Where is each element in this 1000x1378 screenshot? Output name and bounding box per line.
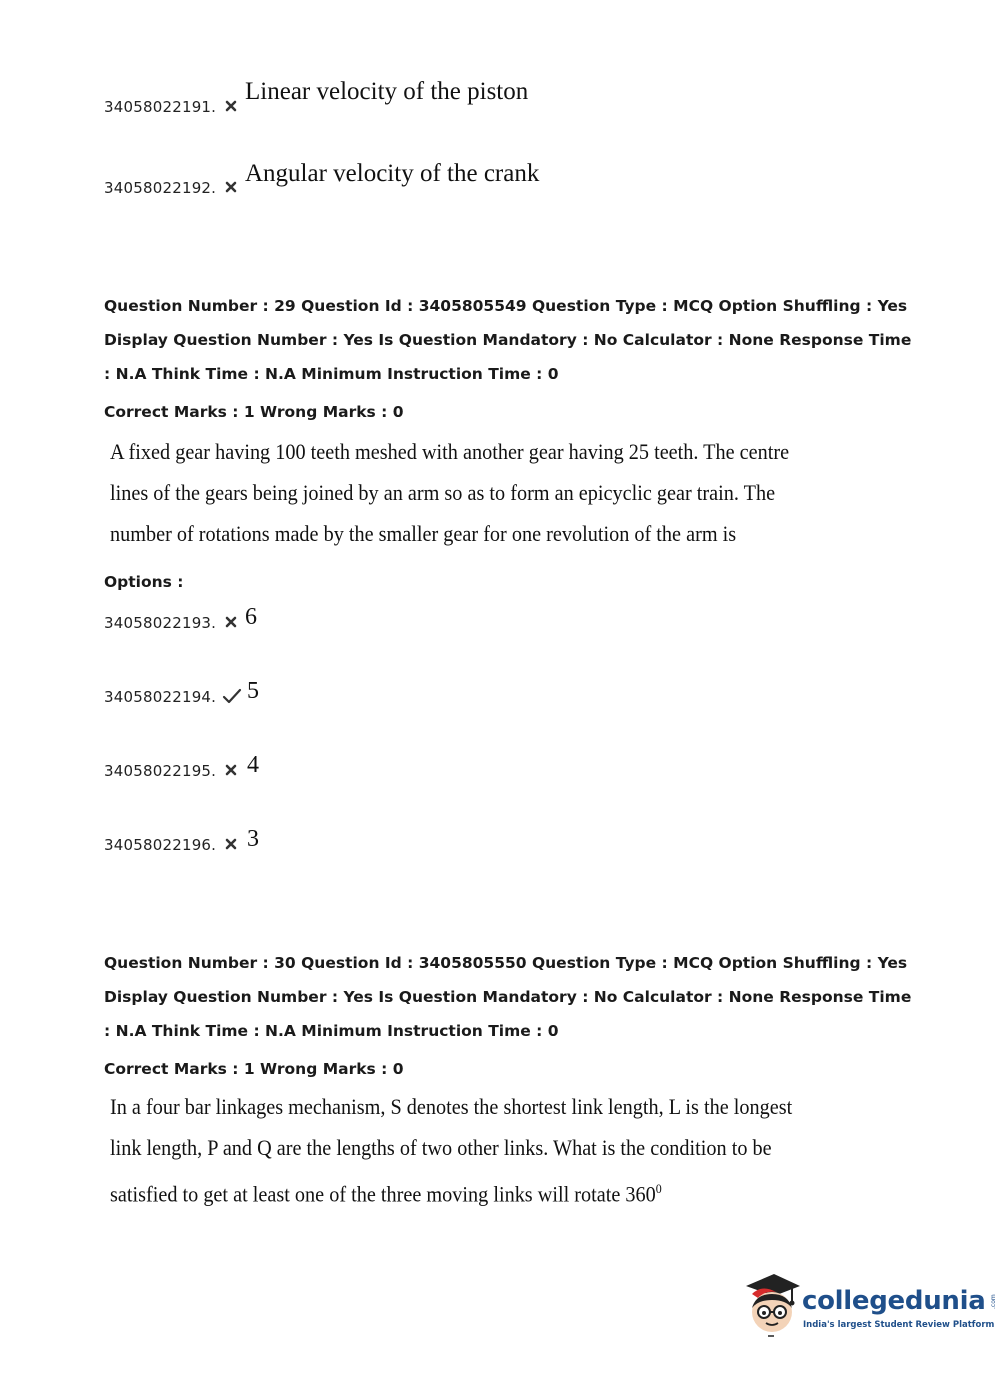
logo-wordmark: collegedunia — [802, 1286, 986, 1316]
option-text: 4 — [247, 752, 259, 778]
cross-icon — [224, 763, 238, 777]
question-meta — [104, 946, 914, 1086]
option-text: 3 — [247, 826, 259, 852]
meta-line: Display Question Number : Yes Is Question Mandatory : No Calculator : None Response Time — [104, 988, 912, 1006]
question-text-line: A fixed gear having 100 teeth meshed with another gear having 25 teeth. The centre — [110, 439, 790, 464]
logo-tagline: India's largest Student Review Platform — [803, 1320, 995, 1330]
check-icon — [222, 688, 242, 704]
question-text — [110, 1086, 793, 1214]
meta-line: Question Number : 30 Question Id : 3405805550 Question Type : MCQ Option Shuffling : Yes — [104, 954, 908, 972]
cross-icon — [224, 615, 238, 629]
question-text-line: lines of the gears being joined by an arm so as to form an epicyclic gear train. The — [110, 480, 776, 505]
option-text: 6 — [245, 604, 257, 630]
option-text: Angular velocity of the crank — [245, 160, 540, 187]
mascot-icon — [742, 1272, 804, 1342]
question-text-line: In a four bar linkages mechanism, S denotes the shortest link length, L is the longest — [110, 1094, 793, 1119]
option-id: 34058022194. — [104, 688, 217, 706]
option-id: 34058022193. — [104, 614, 217, 632]
option-id: 34058022191. — [104, 98, 217, 116]
meta-line: Question Number : 29 Question Id : 3405805549 Question Type : MCQ Option Shuffling : Yes — [104, 297, 908, 315]
question-text — [110, 431, 790, 554]
meta-line: : N.A Think Time : N.A Minimum Instruction Time : 0 — [104, 1022, 559, 1040]
option-text: Linear velocity of the piston — [245, 78, 529, 105]
cross-icon — [224, 837, 238, 851]
meta-line: Display Question Number : Yes Is Question Mandatory : No Calculator : None Response Time — [104, 331, 912, 349]
meta-line: : N.A Think Time : N.A Minimum Instruction Time : 0 — [104, 365, 559, 383]
question-text-line — [110, 1168, 699, 1214]
question-text-line: link length, P and Q are the lengths of two other links. What is the condition to be — [110, 1135, 772, 1160]
question-text-line: number of rotations made by the smaller gear for one revolution of the arm is — [110, 521, 737, 546]
marks-line: Correct Marks : 1 Wrong Marks : 0 — [104, 1060, 404, 1078]
option-id: 34058022196. — [104, 836, 217, 854]
option-id: 34058022192. — [104, 179, 217, 197]
cross-icon — [224, 99, 238, 113]
cross-icon — [224, 180, 238, 194]
question-meta — [104, 289, 914, 429]
degree-superscript: 0 — [655, 1181, 662, 1196]
question-text-main: satisfied to get at least one of the three moving links will rotate 360 — [110, 1181, 656, 1207]
option-id: 34058022195. — [104, 762, 217, 780]
marks-line: Correct Marks : 1 Wrong Marks : 0 — [104, 403, 404, 421]
collegedunia-logo — [742, 1272, 997, 1342]
option-text: 5 — [247, 678, 259, 704]
logo-suffix: .com — [989, 1294, 997, 1309]
options-label: Options : — [104, 573, 184, 591]
